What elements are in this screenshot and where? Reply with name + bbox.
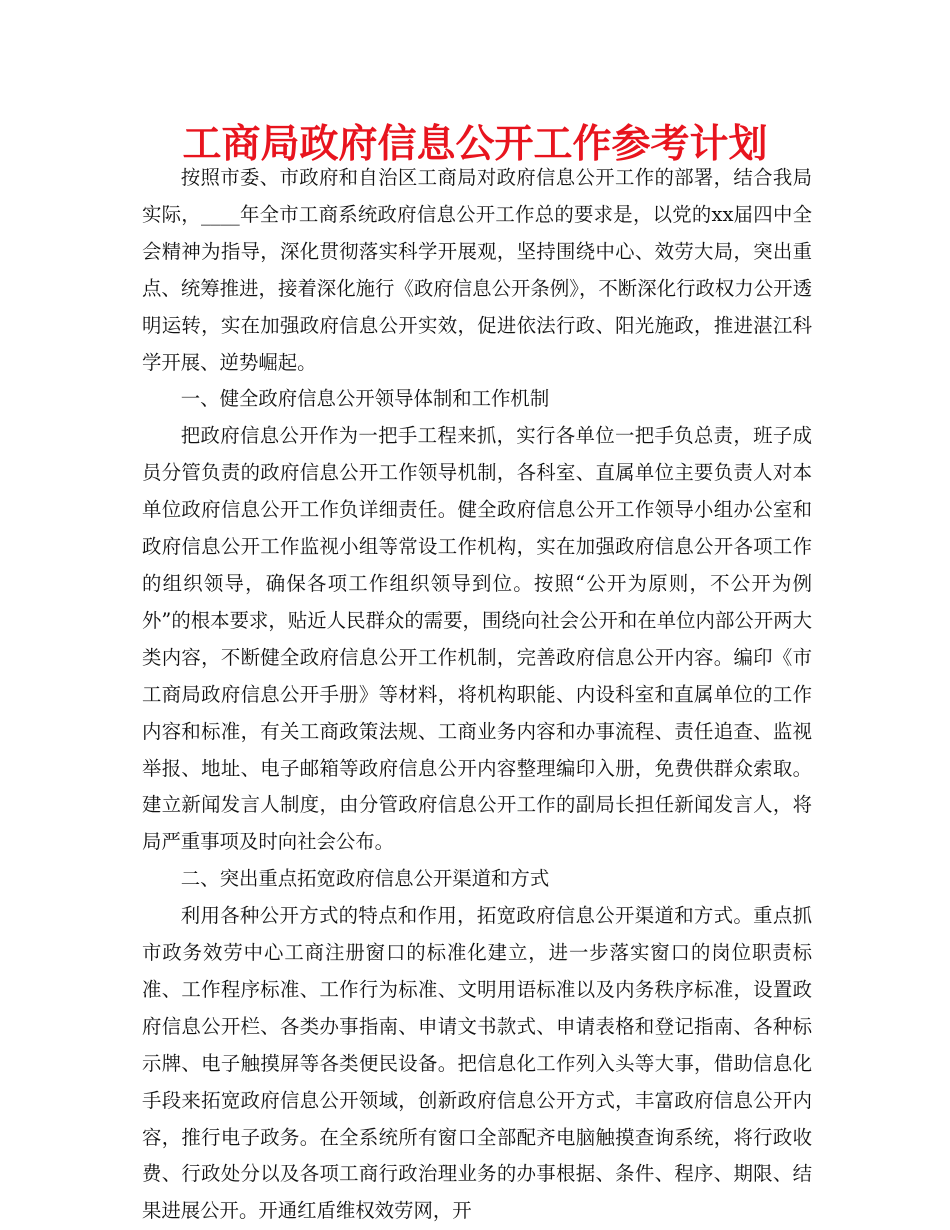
- section-heading-2: 二、突出重点拓宽政府信息公开渠道和方式: [180, 867, 550, 891]
- paragraph-section-2: 利用各种公开方式的特点和作用，拓宽政府信息公开渠道和方式。重点抓市政务效劳中心工商注册窗口的标准化建立，进一步落实窗口的岗位职责标准、工作程序标准、工作行为标准、文明用语标准以及内务秩序标准，设置政府信息公开栏、各类办事指南、申请文书款式、申请表格和登记指南、各种标示牌、电子触摸屏等各类便民设备。把信息化工作列入头等大事，借助信息化手段来拓宽政府信息公开领域，创新政府信息公开方式，丰富政府信息公开内容，推行电子政务。在全系统所有窗口全部配齐电脑触摸查询系统，将行政收费、行政处分以及各项工商行政治理业务的办事根据、条件、程序、期限、结果进展公开。开通红盾维权效劳网，开: [142, 904, 812, 1223]
- document-body: [142, 160, 812, 1230]
- section-heading-1: 一、健全政府信息公开领导体制和工作机制: [180, 387, 550, 411]
- document-title: 工商局政府信息公开工作参考计划: [182, 122, 768, 167]
- paragraph-intro: 按照市委、市政府和自治区工商局对政府信息公开工作的部署，结合我局实际，____年全市工商系统政府信息公开工作总的要求是，以党的xx届四中全会精神为指导，深化贯彻落实科学开展观，坚持围绕中心、效劳大局，突出重点、统筹推进，接着深化施行《政府信息公开条例》，不断深化行政权力公开透明运转，实在加强政府信息公开实效，促进依法行政、阳光施政，推进湛江科学开展、逆势崛起。: [142, 166, 812, 374]
- paragraph-section-1: 把政府信息公开作为一把手工程来抓，实行各单位一把手负总责，班子成员分管负责的政府信息公开工作领导机制，各科室、直属单位主要负责人对本单位政府信息公开工作负详细责任。健全政府信息公开工作领导小组办公室和政府信息公开工作监视小组等常设工作机构，实在加强政府信息公开各项工作的组织领导，确保各项工作组织领导到位。按照“公开为原则，不公开为例外”的根本要求，贴近人民群众的需要，围绕向社会公开和在单位内部公开两大类内容，不断健全政府信息公开工作机制，完善政府信息公开内容。编印《市工商局政府信息公开手册》等材料，将机构职能、内设科室和直属单位的工作内容和标准，有关工商政策法规、工商业务内容和办事流程、责任追查、监视举报、地址、电子邮箱等政府信息公开内容整理编印入册，免费供群众索取。建立新闻发言人制度，由分管政府信息公开工作的副局长担任新闻发言人，将局严重事项及时向社会公布。: [142, 424, 812, 854]
